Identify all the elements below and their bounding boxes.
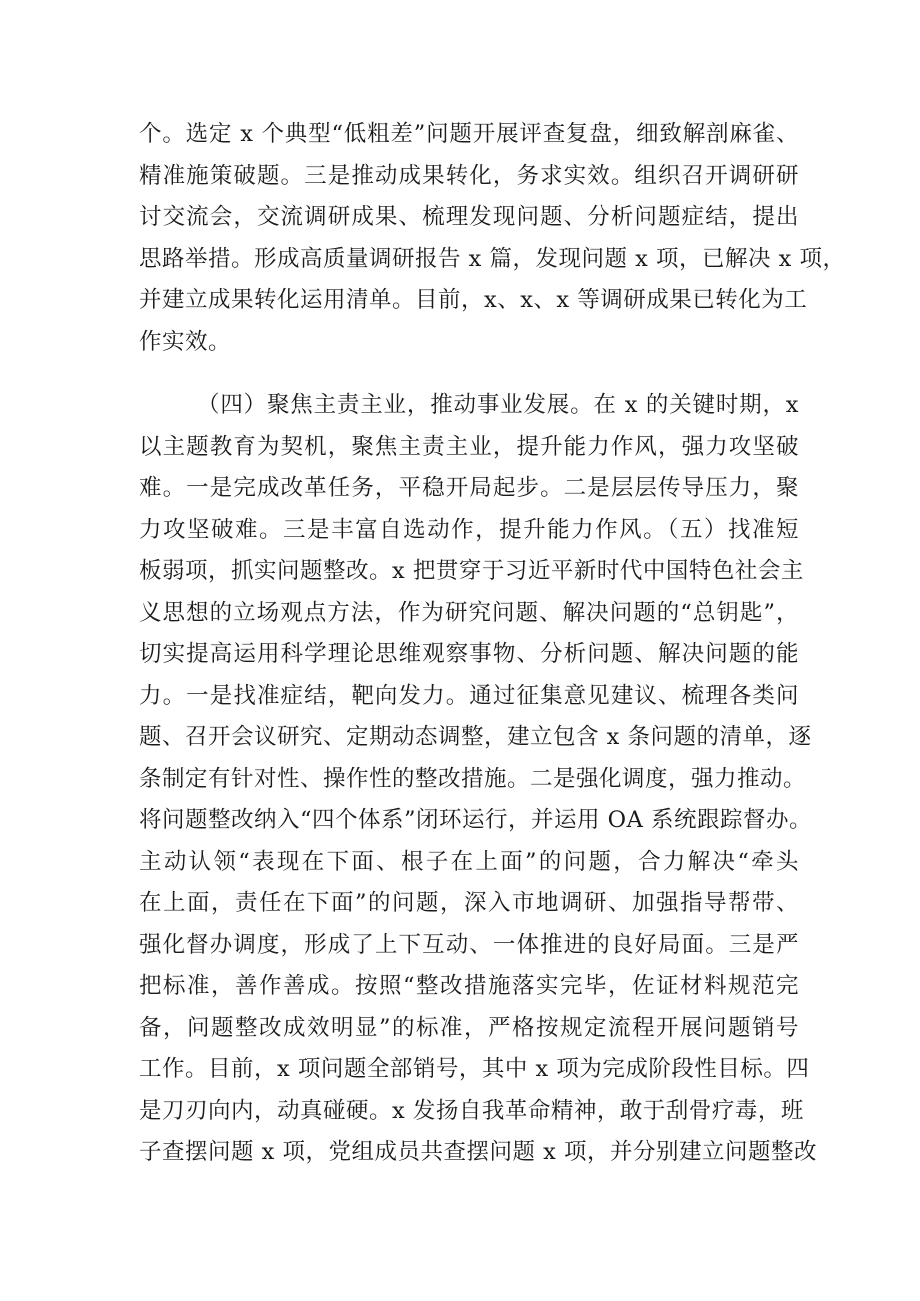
text-line: 在上面，责任在下面”的问题，深入市地调研、加强指导帮带、 xyxy=(139,890,799,916)
text-line: 力。一是找准症结，靶向发力。通过征集意见建议、梳理各类问 xyxy=(139,682,799,709)
text-line: 精准施策破题。三是推动成果转化，务求实效。组织召开调研研 xyxy=(139,162,799,189)
text-line: 工作。目前，x 项问题全部销号，其中 x 项为完成阶段性目标。四 xyxy=(139,1056,810,1082)
text-line: 题、召开会议研究、定期动态调整，建立包含 x 条问题的清单，逐 xyxy=(139,724,812,750)
text-line: 把标准，善作善成。按照“整改措施落实完毕，佐证材料规范完 xyxy=(139,973,799,999)
paragraph-results-transformation xyxy=(139,114,846,363)
text-line: 条制定有针对性、操作性的整改措施。二是强化调度，强力推动。 xyxy=(139,765,807,792)
text-line: 义思想的立场观点方法，作为研究问题、解决问题的“总钥匙”， xyxy=(139,599,799,626)
text-line: 以主题教育为契机，聚焦主责主业，提升能力作风，强力攻坚破 xyxy=(139,433,799,460)
text-line: 子查摆问题 x 项，党组成员共查摆问题 x 项，并分别建立问题整改 xyxy=(139,1139,817,1165)
text-line: 切实提高运用科学理论思维观察事物、分析问题、解决问题的能 xyxy=(139,641,799,667)
text-line: 思路举措。形成高质量调研报告 x 篇，发现问题 x 项，已解决 x 项， xyxy=(139,245,846,272)
text-line: 个。选定 x 个典型“低粗差”问题开展评查复盘，细致解剖麻雀、 xyxy=(139,121,799,147)
paragraph-focus-main-duties xyxy=(139,385,817,1174)
text-line-indented: （四）聚焦主责主业，推动事业发展。在 x 的关键时期，x xyxy=(197,392,799,418)
text-line: 板弱项，抓实问题整改。x 把贯穿于习近平新时代中国特色社会主 xyxy=(139,558,804,584)
text-line: 将问题整改纳入“四个体系”闭环运行，并运用 OA 系统跟踪督办。 xyxy=(139,807,813,833)
text-line: 讨交流会，交流调研成果、梳理发现问题、分析问题症结，提出 xyxy=(139,204,799,230)
text-line: 备，问题整改成效明显”的标准，严格按规定流程开展问题销号 xyxy=(139,1014,799,1041)
text-line: 是刀刃向内，动真碰硬。x 发扬自我革命精神，敢于刮骨疗毒，班 xyxy=(139,1097,804,1124)
text-line: 难。一是完成改革任务，平稳开局起步。二是层层传导压力，聚 xyxy=(139,475,799,501)
text-line: 主动认领“表现在下面、根子在上面”的问题，合力解决“牵头 xyxy=(139,848,799,875)
text-line: 作实效。 xyxy=(139,328,232,355)
text-line: 强化督办调度，形成了上下互动、一体推进的良好局面。三是严 xyxy=(139,931,799,958)
text-line: 力攻坚破难。三是丰富自选动作，提升能力作风。（五）找准短 xyxy=(139,516,799,543)
text-line: 并建立成果转化运用清单。目前，x、x、x 等调研成果已转化为工 xyxy=(139,287,808,313)
